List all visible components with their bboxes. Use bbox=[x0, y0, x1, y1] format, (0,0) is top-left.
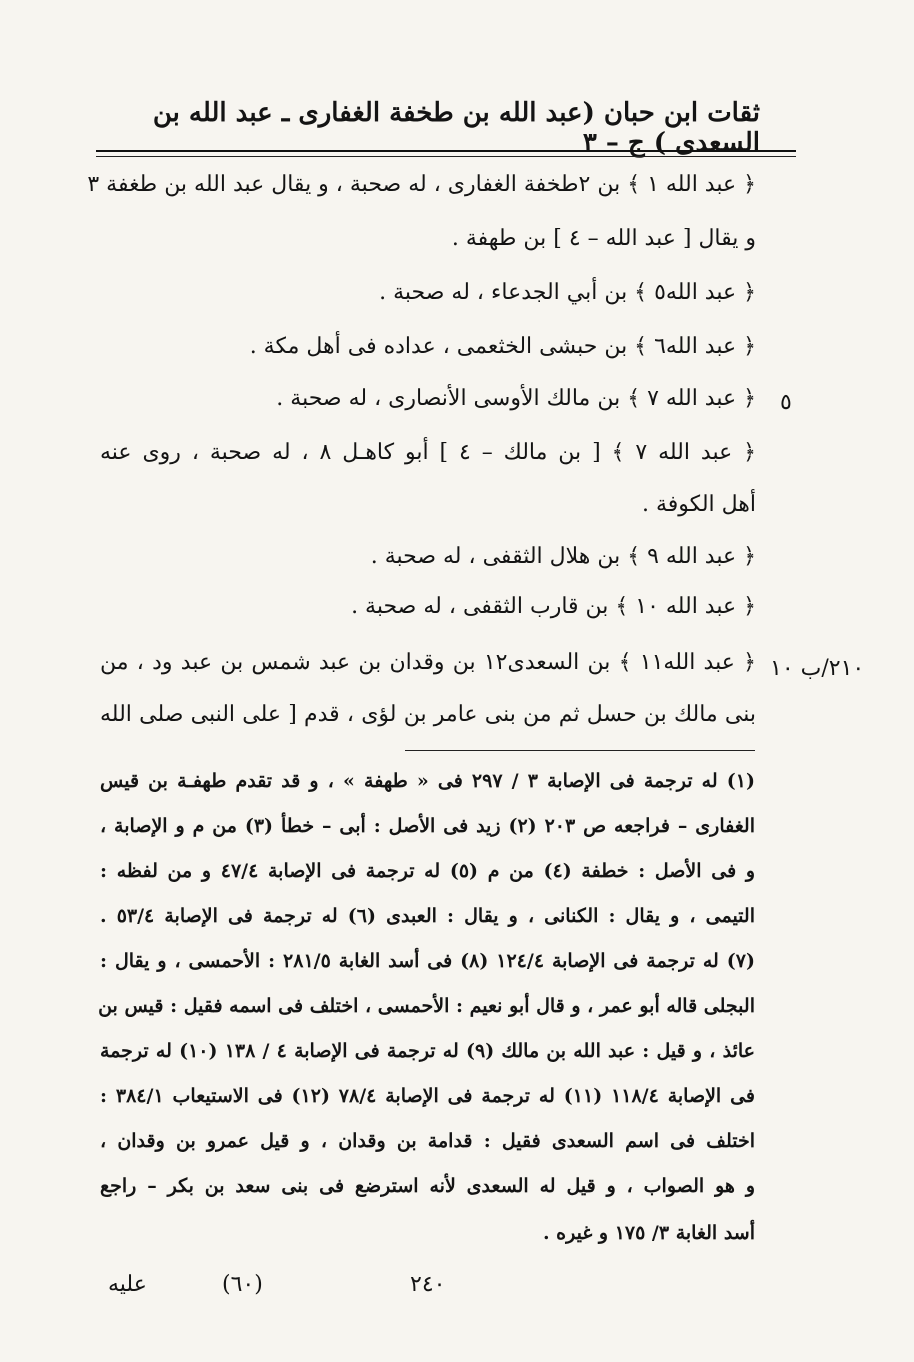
footnote-line: و فى الأصل : خطفة (٤) من م (٥) له ترجمة فى الإصابة ٤٧/٤ و من لفظه : bbox=[100, 860, 756, 882]
running-header: ثقات ابن حبان (عبد الله بن طخفة الغفاری ـ عبد الله بن السعدی ) ج – ٣ bbox=[152, 98, 760, 158]
footnote-line: (١) له ترجمة فى الإصابة ٣ / ٢٩٧ فى « طهفة » ، و قد تقدم طهفـة بن قيس bbox=[100, 770, 755, 792]
body-line: ﴿ عبد الله٥ ﴾ بن أبي الجدعاء ، له صحبة . bbox=[379, 280, 756, 305]
line-number: ٥ bbox=[780, 390, 792, 415]
footnote-line: (٧) له ترجمة فى الإصابة ١٢٤/٤ (٨) فى أسد الغابة ٢٨١/٥ : الأحمسى ، و يقال : bbox=[100, 950, 755, 972]
footnote-line: عائذ ، و قيل : عبد الله بن مالك (٩) له ترجمة فى الإصابة ٤ / ١٣٨ (١٠) له ترجمة bbox=[100, 1040, 756, 1062]
body-line: ﴿ عبد الله ٩ ﴾ بن هلال الثقفى ، له صحبة . bbox=[370, 544, 756, 569]
body-line: ﴿ عبد الله ٧ ﴾ بن مالك الأوسى الأنصارى ، له صحبة . bbox=[276, 386, 756, 411]
body-line: و يقال [ عبد الله – ٤ ] بن طهفة . bbox=[451, 226, 756, 251]
body-line: ﴿ عبد الله ١٠ ﴾ بن قارب الثقفى ، له صحبة . bbox=[351, 594, 756, 619]
body-line: ﴿ عبد الله١١ ﴾ بن السعدى١٢ بن وقدان بن عبد شمس بن عبد ود ، من bbox=[100, 650, 756, 675]
body-line: ﴿ عبد الله ١ ﴾ بن ٢طخفة الغفاری ، له صحبة ، و يقال عبد الله بن طغفة ٣ bbox=[87, 172, 756, 197]
footnote-line: فى الإصابة ١١٨/٤ (١١) له ترجمة فى الإصابة ٧٨/٤ (١٢) فى الاستيعاب ٣٨٤/١ : bbox=[100, 1085, 755, 1107]
footnote-line: البجلى قاله أبو عمر ، و قال أبو نعيم : الأحمسى ، اختلف فى اسمه فقيل : قيس بن bbox=[98, 995, 755, 1017]
body-line: ﴿ عبد الله ٧ ﴾ [ بن مالك – ٤ ] أبو كاهـل ٨ ، له صحبة ، روى عنه bbox=[100, 440, 757, 465]
footnote-line: الغفارى – فراجعه ص ٢٠٣ (٢) زيد فى الأصل : أبى – خطأ (٣) من م و الإصابة ، bbox=[100, 815, 755, 837]
footnote-line: اختلف فى اسم السعدى فقيل : قدامة بن وقدان ، و قيل عمرو بن وقدان ، bbox=[100, 1130, 755, 1152]
folio-marker: ٢١٠/ب ١٠ bbox=[770, 656, 865, 681]
footnote-line: أسد الغابة ٣/ ١٧٥ و غيره . bbox=[542, 1222, 755, 1244]
page-number: ٢٤٠ bbox=[410, 1272, 446, 1297]
sheet-number: (٦٠) bbox=[222, 1272, 263, 1297]
footnote-rule bbox=[405, 750, 755, 751]
body-line: أهل الكوفة . bbox=[642, 492, 756, 517]
header-rule-thin bbox=[96, 156, 796, 157]
footnote-line: و هو الصواب ، و قيل له السعدى لأنه استرضع فى بنى سعد بن بكر – راجع bbox=[100, 1175, 755, 1197]
footnote-line: التيمى ، و يقال : الكنانى ، و يقال : العبدى (٦) له ترجمة فى الإصابة ٥٣/٤ . bbox=[100, 905, 755, 927]
catchword: عليه bbox=[108, 1272, 147, 1297]
body-line: ﴿ عبد الله٦ ﴾ بن حبشى الخثعمى ، عداده فى أهل مكة . bbox=[249, 334, 756, 359]
body-line: بنى مالك بن حسل ثم من بنى عامر بن لؤى ، قدم [ على النبى صلى الله bbox=[100, 702, 756, 727]
header-rule bbox=[96, 150, 796, 152]
